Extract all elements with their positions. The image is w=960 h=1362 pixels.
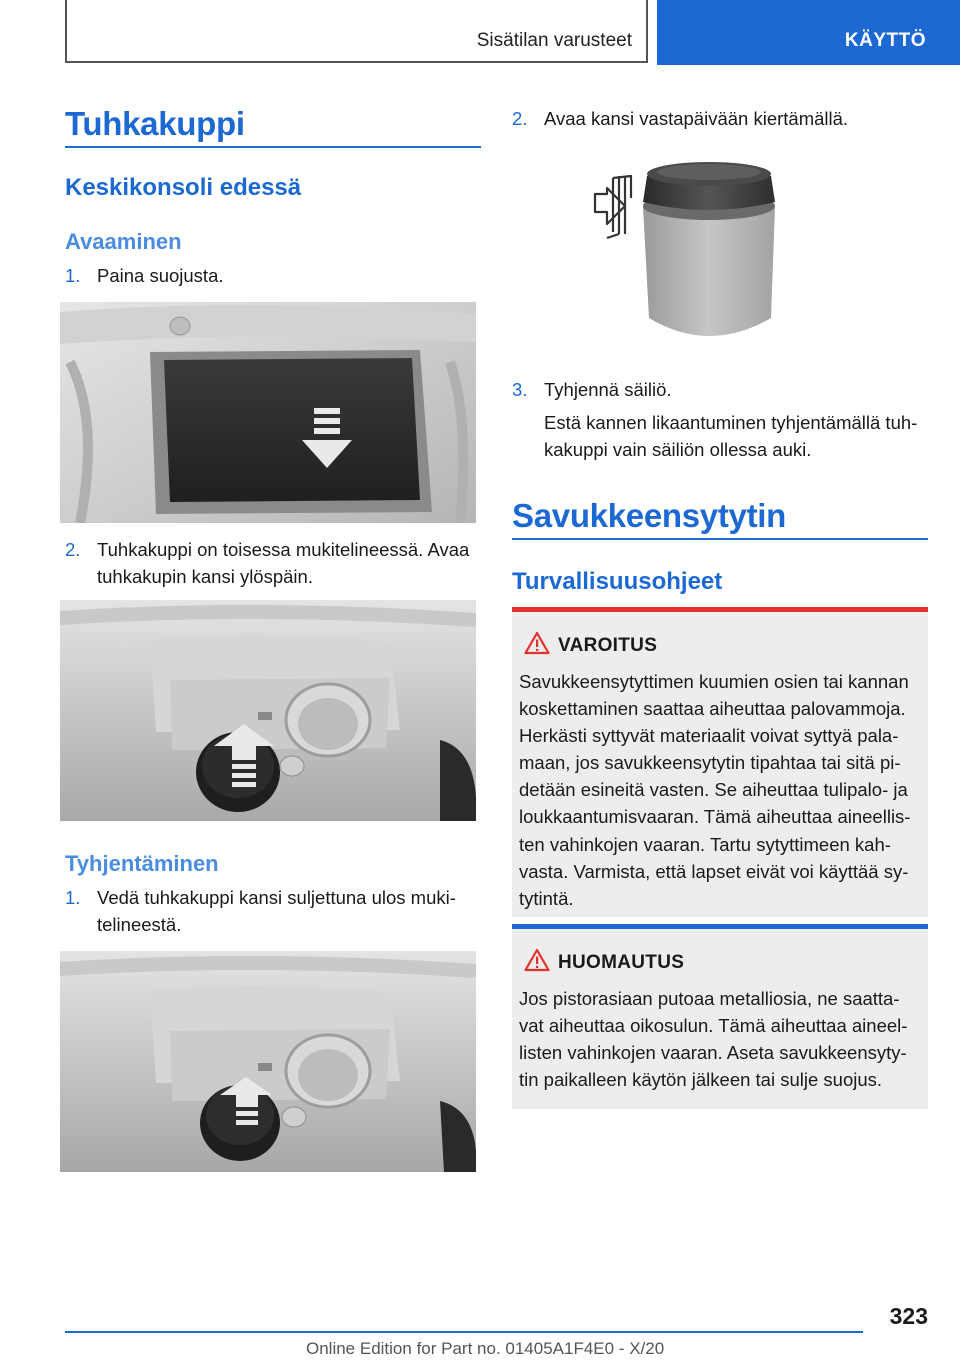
cupholder-remove-illustration [60, 951, 476, 1172]
safety-heading: Turvallisuusohjeet [512, 568, 723, 595]
warning-triangle-icon [524, 631, 550, 655]
warning-box [512, 607, 928, 917]
lighter-heading: Savukkeensytytin [512, 497, 787, 534]
section-tab [65, 0, 648, 63]
section-title: Sisätilan varusteet [476, 30, 632, 51]
notice-label: HUOMAUTUS [558, 952, 685, 973]
warning-text: Savukkeensytyttimen kuumien osien tai kannan koskettaminen saattaa aiheuttaa palovammoja. Herkästi syttyvät materiaalit voivat syttyä pala- maan, jos savukkeensytytin tipahtaa tai sitä pi- detään esineitä vasten. Se aiheuttaa tulipalo- ja loukkaantumisvaaran. Tämä aiheuttaa aineellis- ten vahinkojen vaaran. Tartu sytyttimeen kah- vasta. Varmista, että lapset eivät voi käyttää sy- tytintä. [519, 671, 911, 909]
page-number: 323 [889, 1303, 928, 1329]
opening-heading: Avaaminen [65, 229, 182, 254]
console-lid-photo [60, 302, 476, 523]
chapter-tab [657, 0, 960, 65]
page-header [0, 0, 960, 66]
ashtray-container-drawing [585, 158, 795, 348]
heading-rule [65, 146, 481, 148]
front-console-heading: Keskikonsoli edessä [65, 174, 302, 201]
step-number: 1. [65, 265, 81, 286]
footer-edition: Online Edition for Part no. 01405A1F4E0 - X/20 [306, 1339, 665, 1358]
step-number: 3. [512, 379, 528, 400]
chapter-title: KÄYTTÖ [844, 30, 926, 51]
notice-text: Jos pistorasiaan putoaa metalliosia, ne saatta- vat aiheuttaa oikosulun. Tämä aiheuttaa aineel- listen vahinkojen vaaran. Aseta savukkeensyty- tin paikalleen käytön jälkeen tai sulje suojus. [519, 988, 908, 1091]
ashtray-container-illustration [585, 158, 795, 348]
cupholder-open-illustration [60, 600, 476, 821]
warning-label: VAROITUS [558, 635, 658, 656]
step-number: 2. [65, 539, 81, 560]
notice-triangle-icon [524, 948, 550, 972]
cupholder-open-photo [60, 600, 476, 821]
cupholder-remove-photo [60, 951, 476, 1172]
emptying-heading: Tyhjentäminen [65, 851, 219, 876]
ashtray-heading: Tuhkakuppi [65, 105, 245, 142]
step-number: 1. [65, 887, 81, 908]
notice-box [512, 924, 928, 1109]
footer-rule [65, 1331, 863, 1333]
console-lid-illustration [60, 302, 476, 523]
heading-rule [512, 538, 928, 540]
step-number: 2. [512, 108, 528, 129]
